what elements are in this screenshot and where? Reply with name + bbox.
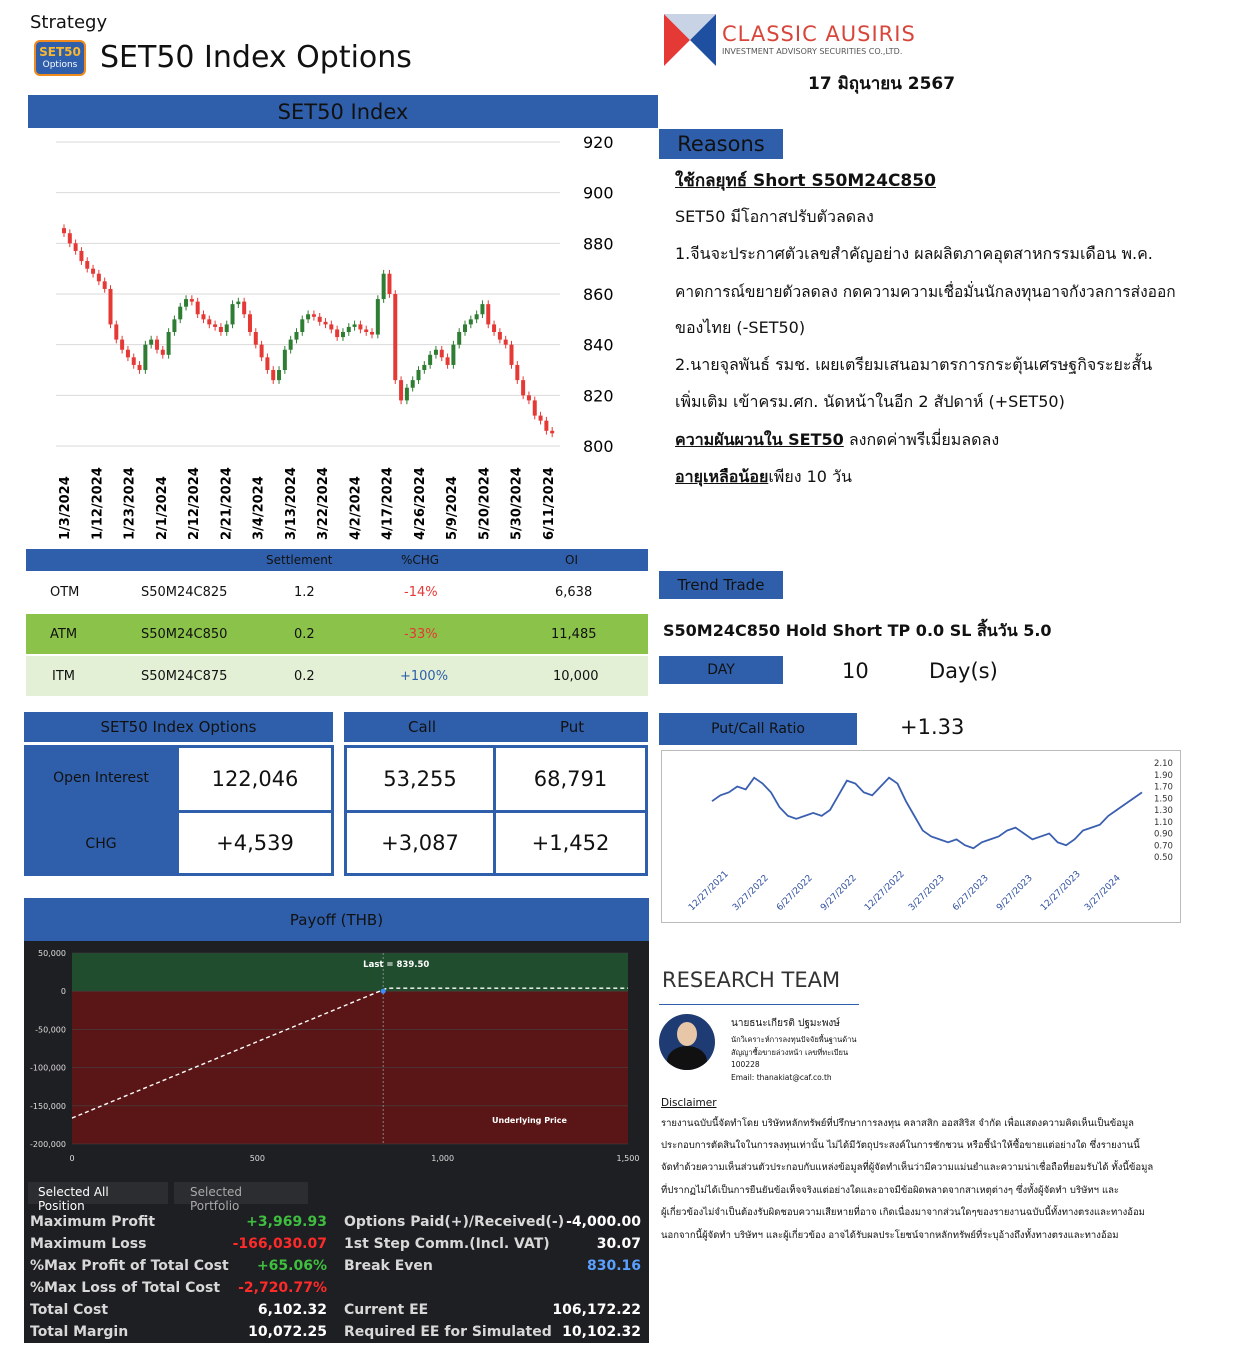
reasons-line-2: 1.จีนจะประกาศตัวเลขสำคัญอย่าง ผลผลิตภาคอุตสาหกรรมเดือน พ.ค. — [675, 244, 1153, 263]
candle-body — [155, 340, 159, 350]
analyst-avatar — [659, 1014, 715, 1070]
stat-label: Total Cost — [30, 1302, 109, 1318]
reasons-volatility-rest: ลงกดค่าพรีเมี่ยมลดลง — [843, 430, 1000, 449]
stat-label: 1st Step Comm.(Incl. VAT) — [344, 1236, 550, 1252]
x-axis-label: Underlying Price — [492, 1116, 567, 1125]
candle-body — [248, 314, 252, 332]
logo-text: SET50 — [39, 45, 81, 59]
payoff-stats — [24, 1211, 649, 1343]
stat-value: 10,072.25 — [248, 1324, 327, 1340]
y-tick-label: 900 — [583, 183, 614, 203]
candle-body — [364, 329, 368, 332]
payoff-stat-row — [24, 1211, 649, 1233]
candle-body — [289, 340, 293, 350]
stat-value: 30.07 — [596, 1236, 641, 1252]
page-title: SET50 Index Options — [100, 40, 412, 75]
payoff-stat-row — [24, 1321, 649, 1343]
candle-body — [318, 317, 322, 322]
call-label: Call — [408, 718, 437, 736]
x-tick-label: 12/27/2023 — [1039, 869, 1083, 914]
candle-body — [306, 314, 310, 319]
candle-body — [254, 332, 258, 345]
oi-title: SET50 Index Options — [24, 712, 333, 742]
series-table — [26, 549, 648, 697]
candle-body — [347, 327, 351, 332]
candle-body — [341, 332, 345, 337]
chg-label: CHG — [85, 835, 117, 852]
row-oi: 11,485 — [551, 627, 597, 642]
row-chg: -33% — [404, 627, 438, 642]
open-interest-label: Open Interest — [53, 770, 149, 786]
payoff-stat-row — [24, 1299, 649, 1321]
x-tick-label: 3/4/2024 — [251, 476, 267, 540]
y-tick-label: 0 — [60, 987, 66, 997]
reasons-line-6: เพิ่มเติม เข้าครม.ศก. นัดหน้าในอีก 2 สัปดาห์ (+SET50) — [675, 392, 1065, 411]
row-settlement: 0.2 — [294, 627, 315, 642]
candle-body — [539, 416, 543, 421]
candle-body — [434, 350, 438, 355]
set50-options-logo — [34, 40, 86, 76]
stat-label: Total Margin — [30, 1324, 129, 1340]
x-tick-label: 3/22/2024 — [316, 467, 332, 540]
stat-value: 10,102.32 — [562, 1324, 641, 1340]
payoff-title: Payoff (THB) — [24, 898, 649, 941]
oi-total-value: 122,046 — [179, 748, 331, 810]
candle-body — [74, 243, 78, 251]
candle-body — [103, 281, 107, 289]
candle-body — [120, 340, 124, 350]
candle-body — [405, 388, 409, 401]
brand-logo — [664, 14, 716, 66]
candle-body — [167, 332, 171, 355]
candle-body — [544, 421, 548, 431]
candle-body — [411, 380, 415, 388]
trend-trade-text: S50M24C850 Hold Short TP 0.0 SL สิ้นวัน 5.0 — [663, 621, 1052, 640]
candle-body — [97, 274, 101, 282]
row-symbol: S50M24C825 — [141, 585, 228, 600]
candle-body — [242, 302, 246, 315]
x-tick-label: 6/27/2022 — [775, 873, 815, 914]
candle-body — [79, 251, 83, 261]
row-symbol: S50M24C850 — [141, 627, 228, 642]
oi-right-panel — [344, 745, 648, 876]
candle-body — [277, 370, 281, 380]
last-price-label: Last = 839.50 — [363, 960, 430, 970]
x-tick-label: 2/12/2024 — [187, 467, 203, 540]
y-tick-label: 1.50 — [1154, 794, 1173, 805]
candle-body — [382, 274, 386, 299]
stat-value: 106,172.22 — [552, 1302, 641, 1318]
x-tick-label: 6/27/2023 — [951, 873, 991, 914]
profit-zone — [72, 953, 628, 991]
y-tick-label: 2.10 — [1154, 759, 1173, 769]
candle-body — [324, 322, 328, 325]
reasons-heading: Reasons — [659, 129, 783, 159]
candle-body — [428, 355, 432, 365]
tab-selected-all[interactable]: Selected All Position — [28, 1182, 168, 1204]
reasons-volatility-bold: ความผันผวนใน SET50 — [675, 430, 844, 449]
header-chg: %CHG — [401, 553, 440, 567]
candle-body — [184, 299, 188, 307]
x-tick-label: 4/26/2024 — [412, 467, 428, 540]
brand-logo-mark — [664, 14, 716, 66]
candle-body — [463, 324, 467, 332]
candle-body — [393, 294, 397, 380]
set50-candlestick-chart — [28, 130, 658, 545]
candle-body — [91, 269, 95, 274]
disclaimer-line-6: นอกจากนี้ผู้จัดทำ บริษัทฯ และผู้เกี่ยวข้อง อาจได้รับผลประโยชน์จากหลักทรัพย์ที่ระบุอ้างถึงทั้งทางตรงและทางอ้อม — [661, 1230, 1119, 1241]
pcr-line-chart — [661, 750, 1181, 923]
set50-chart-title: SET50 Index — [28, 95, 658, 128]
y-tick-label: 1.30 — [1154, 806, 1173, 816]
chg-put-value: +1,452 — [496, 813, 645, 873]
reasons-expiry-rest: เพียง 10 วัน — [768, 467, 852, 486]
y-tick-label: -150,000 — [30, 1101, 66, 1111]
row-oi: 6,638 — [555, 585, 593, 600]
candle-body — [132, 357, 136, 365]
stat-label: %Max Profit of Total Cost — [30, 1258, 229, 1274]
stat-value: +65.06% — [256, 1258, 327, 1274]
chg-call-value: +3,087 — [347, 813, 493, 873]
x-tick-label: 1,500 — [616, 1154, 640, 1163]
candle-body — [283, 350, 287, 370]
logo-sub: Options — [42, 60, 78, 70]
oi-put-value: 68,791 — [496, 748, 645, 810]
x-tick-label: 0 — [69, 1154, 75, 1163]
candle-body — [440, 350, 444, 358]
candle-body — [161, 350, 165, 355]
header-settlement: Settlement — [266, 553, 333, 567]
candle-body — [172, 319, 176, 332]
candle-body — [207, 319, 211, 324]
x-tick-label: 3/27/2024 — [1083, 873, 1123, 914]
candle-body — [62, 228, 66, 233]
oi-left-panel — [24, 745, 334, 876]
analyst-role-2: สัญญาซื้อขายล่วงหน้า เลขที่ทะเบียน — [731, 1048, 849, 1057]
table-row-atm — [26, 614, 648, 654]
candle-body — [376, 299, 380, 334]
y-tick-label: 820 — [583, 386, 614, 406]
row-type: ATM — [50, 627, 78, 642]
stat-value: -2,720.77% — [238, 1280, 327, 1296]
chg-total-value: +4,539 — [179, 813, 331, 873]
candle-body — [108, 289, 112, 324]
candle-body — [527, 395, 531, 400]
disclaimer-line-5: ผู้เกี่ยวข้องไม่จำเป็นต้องรับผิดชอบความเสียหายที่อาจ เกิดเนื่องมาจากส่วนใดๆของรายงานฉบับนี้ทั้งทางตรงและทางอ้อม — [661, 1207, 1145, 1218]
row-settlement: 1.2 — [294, 585, 315, 600]
stat-label: Break Even — [344, 1258, 433, 1274]
candle-body — [492, 324, 496, 332]
analyst-email[interactable]: Email: thanakiat@caf.co.th — [731, 1073, 832, 1082]
pcr-series-line — [712, 778, 1142, 849]
x-tick-label: 5/30/2024 — [509, 467, 525, 540]
row-chg: +100% — [400, 669, 449, 684]
analyst-role-1: นักวิเคราะห์การลงทุนปัจจัยพื้นฐานด้าน — [731, 1035, 857, 1044]
y-tick-label: 1.90 — [1154, 770, 1173, 781]
candle-body — [533, 400, 537, 415]
day-label: DAY — [659, 656, 783, 684]
x-tick-label: 2/1/2024 — [154, 476, 170, 540]
candle-body — [312, 314, 316, 317]
pcr-value: +1.33 — [900, 715, 965, 739]
payoff-chart — [24, 941, 649, 1177]
candle-body — [498, 332, 502, 340]
candle-body — [149, 340, 153, 345]
day-value: 10 — [842, 659, 869, 683]
reasons-expiry-bold: อายุเหลือน้อย — [675, 467, 769, 486]
reasons-strategy: ใช้กลยุทธ์ Short S50M24C850 — [675, 171, 936, 191]
x-tick-label: 12/27/2022 — [863, 869, 907, 914]
candle-body — [213, 324, 217, 327]
x-tick-label: 1/23/2024 — [122, 467, 138, 540]
candle-body — [138, 365, 142, 370]
candle-body — [219, 327, 223, 332]
candle-body — [422, 365, 426, 370]
candle-body — [358, 324, 362, 329]
candle-body — [399, 380, 403, 400]
x-tick-label: 5/20/2024 — [477, 467, 493, 540]
y-tick-label: -200,000 — [30, 1140, 66, 1149]
candle-body — [521, 380, 525, 395]
y-tick-label: 1.70 — [1154, 782, 1173, 793]
y-tick-label: -100,000 — [30, 1063, 66, 1073]
payoff-stat-row — [24, 1255, 649, 1277]
candle-body — [451, 345, 455, 365]
payoff-stat-row — [24, 1233, 649, 1255]
disclaimer-title: Disclaimer — [661, 1097, 717, 1109]
candle-body — [196, 302, 200, 315]
stat-value: 6,102.32 — [257, 1302, 327, 1318]
table-row-otm — [26, 572, 648, 612]
y-tick-label: 1.10 — [1154, 817, 1173, 828]
candle-body — [265, 357, 269, 370]
y-tick-label: 50,000 — [38, 949, 66, 958]
y-tick-label: 880 — [583, 234, 614, 254]
header-oi: OI — [565, 553, 578, 567]
candle-body — [231, 304, 235, 324]
candle-body — [300, 319, 304, 332]
candle-body — [126, 350, 130, 358]
row-type: ITM — [52, 669, 75, 684]
payoff-stat-row — [24, 1277, 649, 1299]
reasons-line-4: ของไทย (-SET50) — [675, 318, 806, 337]
stat-value: -4,000.00 — [566, 1214, 641, 1230]
table-row-itm — [26, 656, 648, 696]
disclaimer-line-2: ประกอบการตัดสินใจในการลงทุนเท่านั้น ไม่ได้มีวัตถุประสงค์ในการชักชวน หรือชี้นำให้ซื้อขายแต่อย่างใด ซึ่งรายงานนี้ — [661, 1140, 1140, 1151]
brand-name: CLASSIC AUSIRIS — [722, 22, 916, 46]
candle-body — [510, 345, 514, 365]
analyst-name: นายธนะเกียรติ ปฐมะพงษ์ — [731, 1018, 840, 1029]
reasons-line-1: SET50 มีโอกาสปรับตัวลดลง — [675, 207, 874, 226]
y-tick-label: 800 — [583, 437, 614, 456]
x-tick-label: 6/11/2024 — [542, 467, 557, 540]
row-chg: -14% — [404, 585, 438, 600]
candle-body — [294, 332, 298, 340]
y-tick-label: 0.50 — [1154, 853, 1173, 863]
put-label: Put — [560, 718, 585, 736]
candle-body — [486, 304, 490, 324]
stat-label: Current EE — [344, 1302, 429, 1318]
stat-label: %Max Loss of Total Cost — [30, 1280, 221, 1296]
x-tick-label: 1,000 — [431, 1154, 455, 1163]
candle-body — [201, 314, 205, 319]
y-tick-label: 840 — [583, 335, 614, 355]
stat-label: Required EE for Simulated — [344, 1324, 552, 1340]
series-table-header — [26, 549, 648, 571]
candle-body — [143, 345, 147, 370]
candle-body — [353, 324, 357, 327]
x-tick-label: 9/27/2022 — [819, 873, 859, 914]
candle-body — [335, 329, 339, 337]
stat-label: Maximum Profit — [30, 1214, 156, 1230]
candle-body — [225, 324, 229, 332]
candle-body — [329, 324, 333, 329]
row-oi: 10,000 — [553, 669, 599, 684]
y-tick-label: 920 — [583, 133, 614, 152]
candle-body — [504, 340, 508, 345]
x-tick-label: 1/12/2024 — [90, 467, 106, 540]
stat-label: Options Paid(+)/Received(-) — [344, 1214, 565, 1230]
row-settlement: 0.2 — [294, 669, 315, 684]
candle-body — [480, 304, 484, 314]
candle-body — [387, 274, 391, 294]
report-date: 17 มิถุนายน 2567 — [808, 74, 956, 94]
disclaimer-line-1: รายงานฉบับนี้จัดทำโดย บริษัทหลักทรัพย์ที่ปรึกษาการลงทุน คลาสสิก ออสสิริส จำกัด เพื่อแสดงความคิดเห็นเป็นข้อมูล — [661, 1118, 1135, 1129]
candle-body — [370, 332, 374, 335]
trend-trade-label: Trend Trade — [659, 571, 783, 599]
disclaimer-line-3: จัดทำด้วยความเห็นส่วนตัวประกอบกับแหล่งข้อมูลที่ผู้จัดทำเห็นว่ามีความแม่นยำและความน่าเชื่อถือที่ยอมรับได้ ทั้งนี้ข้อมูล — [661, 1162, 1154, 1173]
candle-body — [475, 314, 479, 319]
x-tick-label: 1/3/2024 — [58, 476, 73, 540]
oi-call-value: 53,255 — [347, 748, 493, 810]
tab-selected-portfolio[interactable]: Selected Portfolio — [174, 1182, 308, 1204]
day-unit: Day(s) — [929, 659, 998, 683]
stat-label: Maximum Loss — [30, 1236, 147, 1252]
x-tick-label: 2/21/2024 — [219, 467, 235, 540]
avatar-head — [677, 1022, 697, 1046]
brand-subtitle: INVESTMENT ADVISORY SECURITIES CO.,LTD. — [722, 47, 903, 56]
x-tick-label: 5/9/2024 — [445, 476, 461, 540]
avatar-body — [667, 1046, 707, 1070]
x-tick-label: 3/27/2023 — [907, 873, 947, 914]
last-price-point — [381, 989, 386, 994]
candle-body — [190, 299, 194, 302]
stat-value: -166,030.07 — [232, 1236, 327, 1252]
pcr-label: Put/Call Ratio — [659, 713, 857, 745]
payoff-panel — [24, 941, 649, 1343]
research-heading: RESEARCH TEAM — [662, 968, 841, 992]
reasons-line-8 — [675, 465, 852, 490]
candle-body — [260, 345, 264, 358]
stat-value: 830.16 — [586, 1258, 641, 1274]
candle-body — [85, 261, 89, 269]
candle-body — [114, 324, 118, 339]
candle-body — [457, 332, 461, 345]
candle-body — [550, 431, 554, 434]
candle-body — [178, 307, 182, 320]
x-tick-label: 9/27/2023 — [995, 873, 1035, 914]
reasons-line-3: คาดการณ์ขยายตัวลดลง กดความความเชื่อมั่นนักลงทุนอาจกังวลการส่งออก — [675, 283, 1176, 301]
candle-body — [271, 370, 275, 380]
row-symbol: S50M24C875 — [141, 669, 228, 684]
disclaimer-line-4: ที่ปรากฏไม่ได้เป็นการยืนยันข้อเท็จจริงแต่อย่างใดและอาจมีข้อผิดพลาดจากสาเหตุต่างๆ ซึ่งทั้งผู้จัดทำ บริษัทฯ และ — [661, 1185, 1119, 1196]
y-tick-label: 0.90 — [1154, 829, 1173, 840]
strategy-label: Strategy — [30, 12, 108, 33]
x-tick-label: 4/17/2024 — [380, 467, 396, 540]
y-tick-label: 860 — [583, 285, 614, 304]
x-tick-label: 3/13/2024 — [283, 467, 299, 540]
research-divider — [659, 1004, 859, 1005]
row-type: OTM — [50, 585, 80, 600]
candle-body — [417, 370, 421, 380]
candle-body — [236, 302, 240, 305]
x-tick-label: 500 — [249, 1154, 265, 1163]
y-tick-label: -50,000 — [35, 1025, 66, 1035]
reasons-line-5: 2.นายจุลพันธ์ รมช. เผยเตรียมเสนอมาตรการกระตุ้นเศรษฐกิจระยะสั้น — [675, 355, 1153, 374]
call-put-header — [344, 712, 648, 742]
y-tick-label: 0.70 — [1154, 841, 1173, 852]
reasons-line-7 — [675, 428, 999, 453]
x-tick-label: 4/2/2024 — [348, 476, 364, 540]
candle-body — [469, 319, 473, 324]
x-tick-label: 3/27/2022 — [731, 873, 771, 914]
x-tick-label: 12/27/2021 — [687, 869, 731, 914]
candle-body — [68, 233, 72, 243]
candle-body — [446, 357, 450, 365]
analyst-reg: 100228 — [731, 1060, 760, 1069]
candle-body — [515, 365, 519, 380]
stat-value: +3,969.93 — [246, 1214, 327, 1230]
